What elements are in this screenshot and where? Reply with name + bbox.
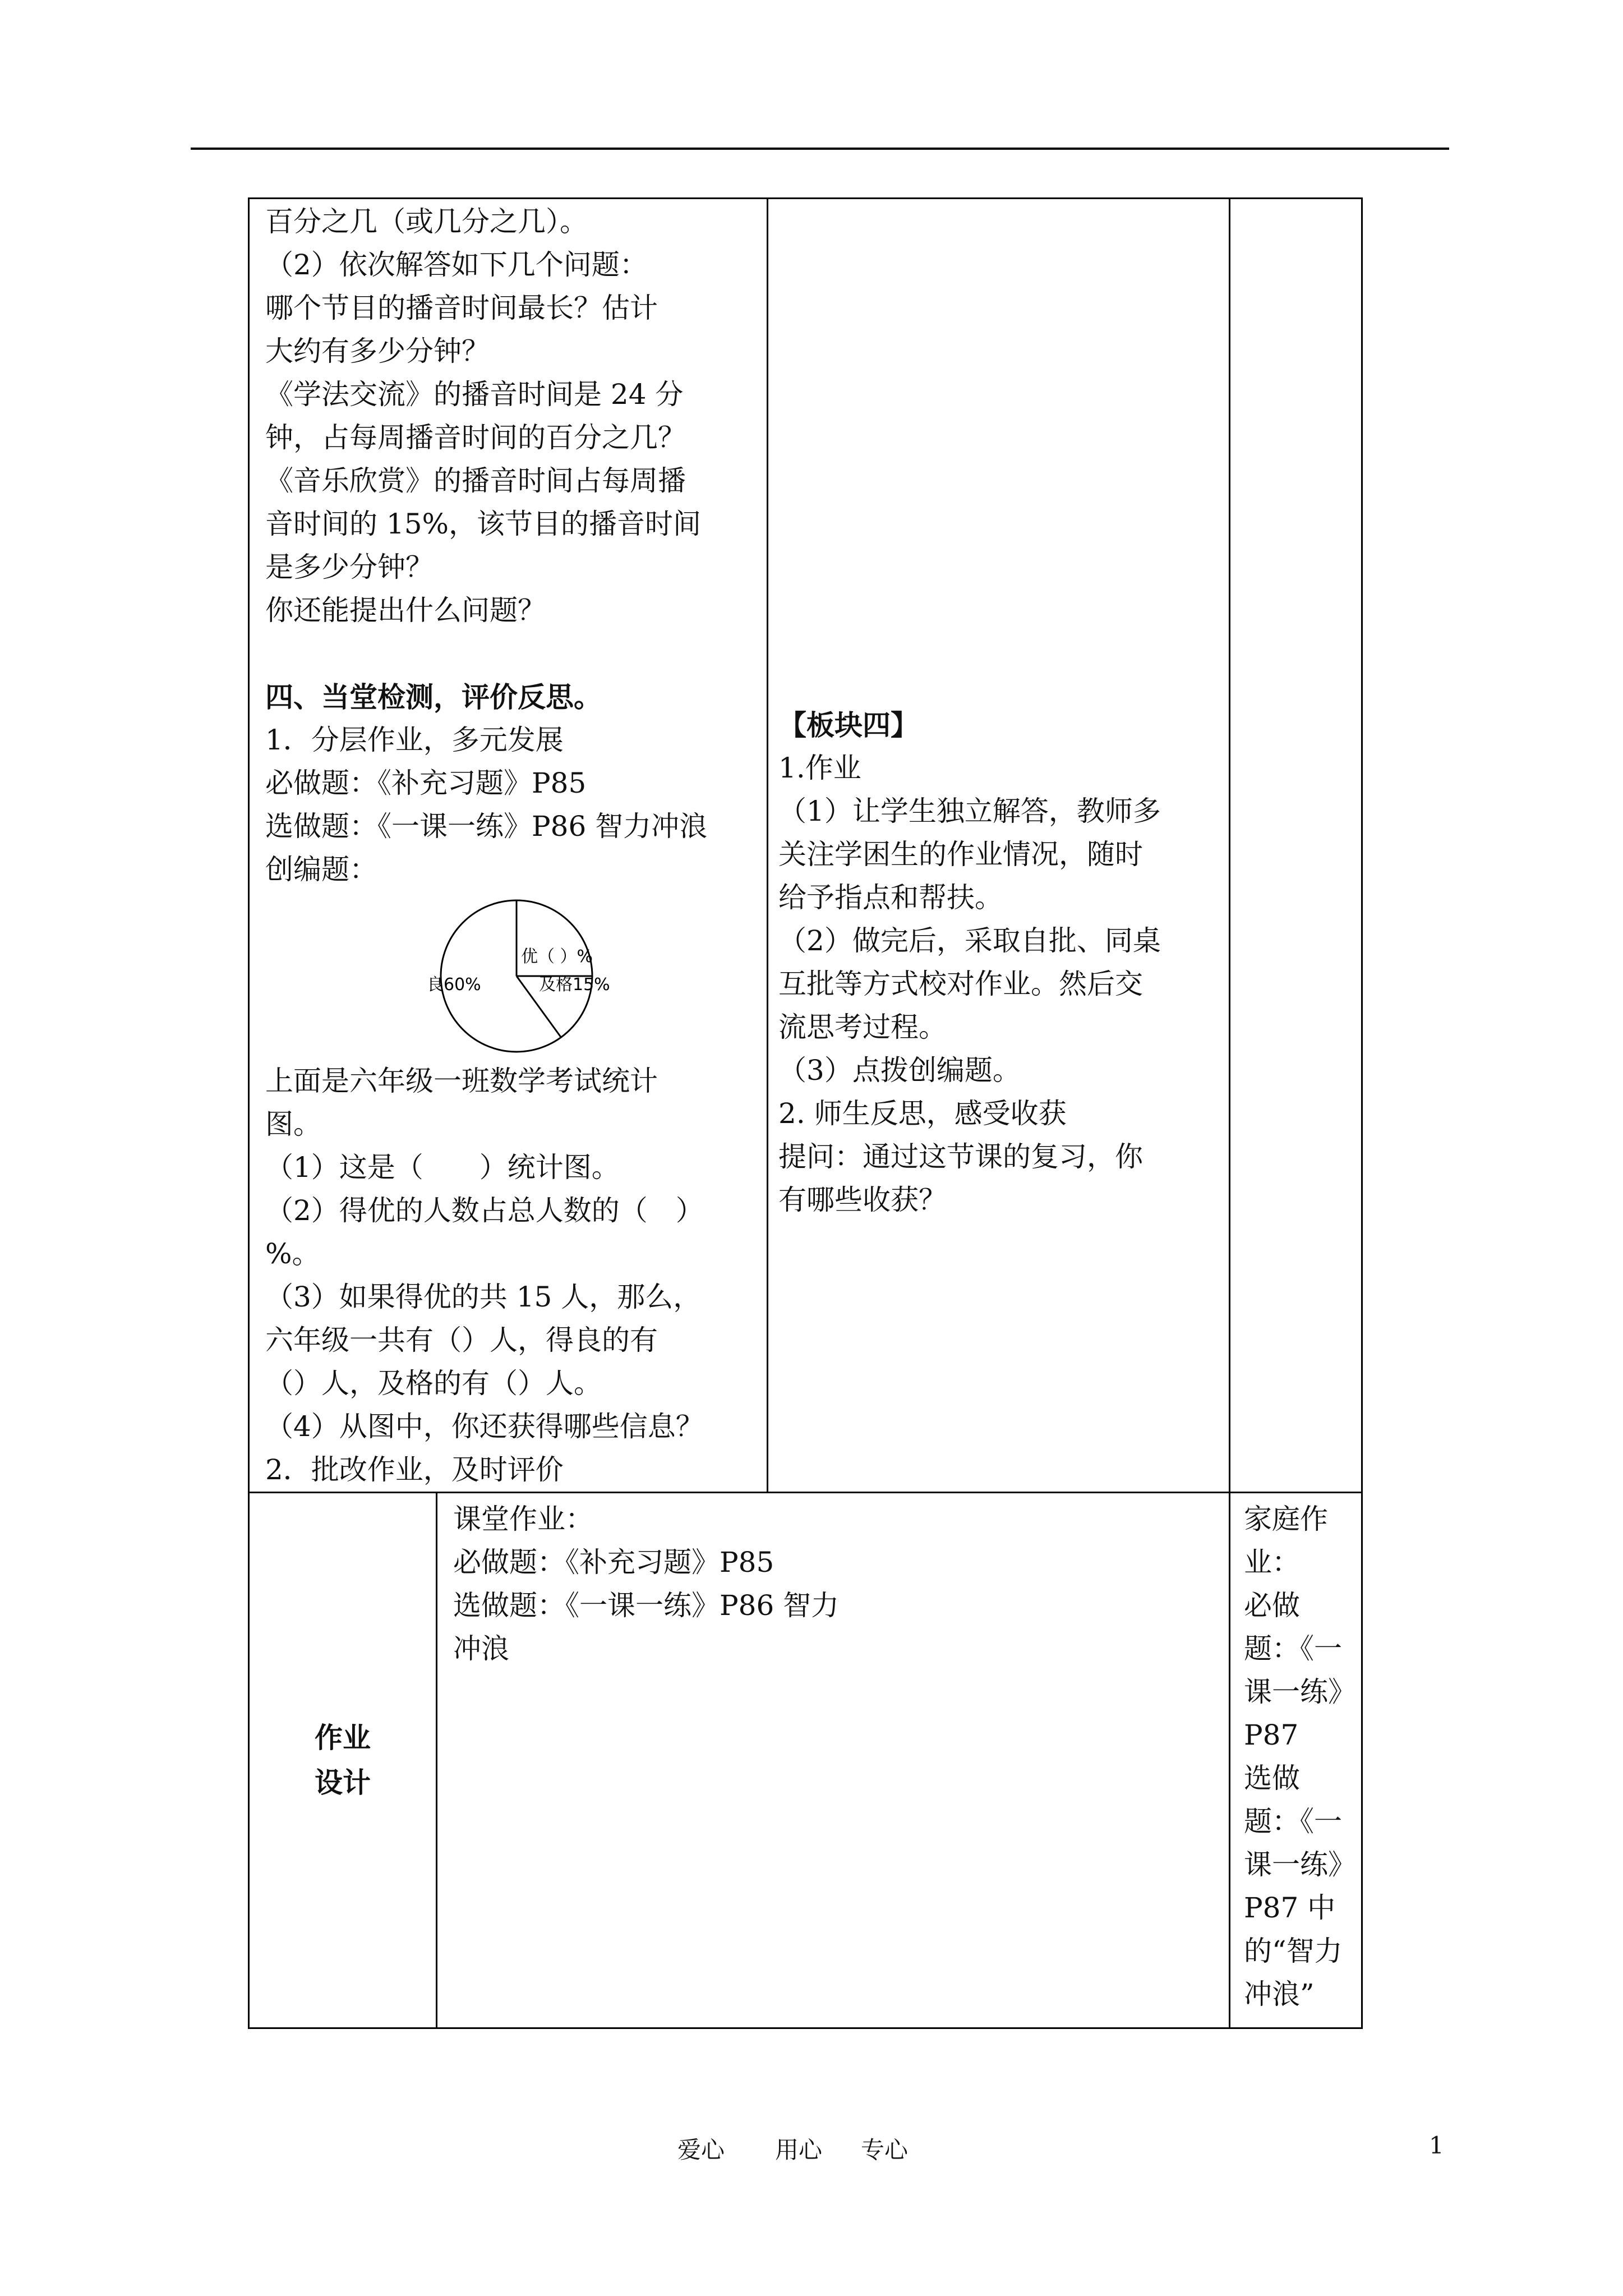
homework-row — [249, 1493, 1362, 2028]
text-line: 关注学困生的作业情况，随时 — [778, 838, 1144, 871]
lesson-row — [249, 199, 1362, 1493]
block-title: 【板块四】 — [778, 708, 919, 742]
footer-text: 爱心 — [677, 2136, 725, 2164]
text-line: 百分之几（或几分之几）。 — [265, 205, 588, 238]
text-line: （1）让学生独立解答，教师多 — [778, 795, 1161, 827]
text-line: 家庭作业： — [1244, 1503, 1329, 1579]
notes-cell — [1230, 199, 1362, 1493]
pie-slice-label: 及格15% — [539, 975, 610, 995]
text-line: （2）做完后，采取自批、同桌 — [778, 924, 1161, 957]
text-line: （2）依次解答如下几个问题： — [265, 249, 648, 281]
homework-label: 设计 — [315, 1766, 371, 1799]
text-line: 冲浪 — [453, 1632, 509, 1665]
homework-label-cell — [249, 1493, 437, 2028]
header-rule — [191, 148, 1449, 150]
text-line: 必做题：《补充习题》P85 — [265, 767, 587, 799]
text-line: P87 中的“智力冲浪” — [1244, 1892, 1343, 2010]
text-line: 音时间的 15%，该节目的播音时间 — [265, 508, 702, 540]
text-line: 选做题：《一课一练》P86 智力 — [453, 1589, 840, 1622]
lesson-table — [248, 197, 1363, 2029]
text-line: P87 — [1244, 1719, 1299, 1751]
text-line: 选做题：《一课一练》 — [1244, 1762, 1357, 1881]
section-title: 四、当堂检测，评价反思。 — [265, 680, 602, 714]
text-line: 流思考过程。 — [778, 1011, 947, 1043]
pie-chart-svg — [427, 895, 634, 1063]
text-line: （3）如果得优的共 15 人，那么， — [265, 1281, 702, 1313]
text-line: 1.作业 — [778, 752, 861, 784]
text-line: 2. 师生反思，感受收获 — [778, 1097, 1067, 1130]
text-line: 哪个节目的播音时间最长？估计 — [265, 292, 658, 324]
text-line: 给予指点和帮扶。 — [778, 881, 1003, 914]
text-line: （2）得优的人数占总人数的（ ） — [265, 1194, 704, 1227]
text-line: 1．分层作业，多元发展 — [265, 724, 564, 756]
text-line: 《音乐欣赏》的播音时间占每周播 — [265, 464, 686, 497]
text-line: 上面是六年级一班数学考试统计 — [265, 1065, 658, 1097]
home-homework-cell — [1230, 1493, 1362, 2028]
page-footer — [0, 2132, 1623, 2177]
text-line: （3）点拨创编题。 — [778, 1054, 1021, 1087]
text-line: 2．批改作业，及时评价 — [265, 1453, 564, 1486]
text-line: %。 — [265, 1237, 320, 1270]
text-line: 《学法交流》的播音时间是 24 分 — [265, 378, 684, 411]
page-number: 1 — [1429, 2132, 1444, 2159]
text-line: （4）从图中，你还获得哪些信息？ — [265, 1410, 704, 1443]
text-line: 必做题：《一课一练》 — [1244, 1589, 1357, 1708]
text-line: 有哪些收获？ — [778, 1184, 947, 1216]
text-line: 课堂作业： — [453, 1503, 593, 1535]
spacer — [778, 199, 1219, 703]
class-homework-cell — [437, 1493, 1230, 2028]
text-line: 是多少分钟？ — [265, 551, 434, 583]
text-line: 提问：通过这节课的复习，你 — [778, 1140, 1144, 1173]
text-line: 图。 — [265, 1108, 321, 1140]
teacher-guidance-cell — [768, 199, 1230, 1493]
pie-slice-label: 优（ ）% — [521, 947, 593, 967]
blank-line — [265, 632, 757, 675]
text-line: 互批等方式校对作业。然后交 — [778, 968, 1144, 1000]
text-line: （）人，及格的有（）人。 — [265, 1367, 602, 1400]
text-line: 你还能提出什么问题？ — [265, 594, 546, 627]
text-line: 创编题： — [265, 853, 377, 886]
text-line: 大约有多少分钟？ — [265, 335, 490, 367]
text-line: （1）这是（ ）统计图。 — [265, 1151, 620, 1184]
footer-text: 专心 — [861, 2136, 909, 2164]
pie-chart — [265, 891, 757, 1060]
text-line: 钟，占每周播音时间的百分之几？ — [265, 421, 686, 454]
text-line: 必做题：《补充习题》P85 — [453, 1546, 774, 1579]
text-line: 六年级一共有（）人，得良的有 — [265, 1324, 658, 1356]
text-line: 选做题：《一课一练》P86 智力冲浪 — [265, 810, 708, 843]
footer-text: 用心 — [775, 2136, 823, 2164]
teaching-process-cell — [249, 199, 768, 1493]
pie-slice-label: 良60% — [427, 975, 481, 995]
homework-label: 作业 — [315, 1721, 371, 1754]
